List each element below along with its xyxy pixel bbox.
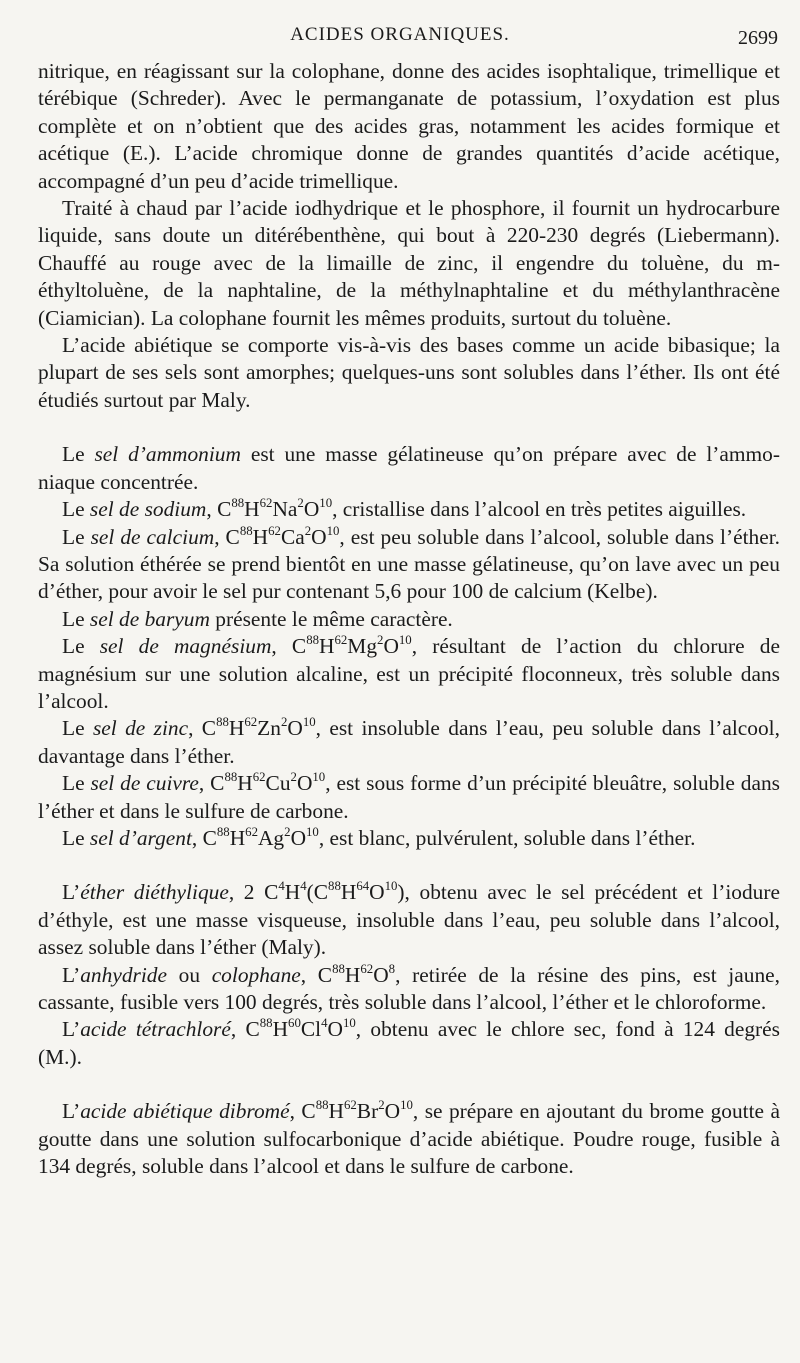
italic-term: sel d’ammonium	[94, 442, 241, 467]
formula-superscript: 88	[328, 879, 341, 894]
formula-superscript: 2	[280, 715, 288, 730]
formula-superscript: 8	[388, 961, 396, 976]
formula-superscript: 2	[284, 824, 291, 839]
text-run: H	[272, 1017, 289, 1042]
text-run: L’	[62, 1017, 81, 1042]
text-run: Na	[272, 497, 298, 522]
text-run: Le	[62, 634, 100, 659]
text-run: , est sous forme d’un précipité bleuâtre, soluble dans l’éther et dans le sulfure de carbone.	[38, 771, 780, 823]
italic-term: colophane	[211, 962, 301, 987]
paragraph-p3	[38, 332, 780, 414]
text-run: O	[296, 771, 313, 796]
text-run: (C	[306, 880, 329, 905]
italic-term: sel de cuivre	[90, 771, 199, 796]
text-run: H	[319, 634, 335, 659]
body-text	[38, 58, 780, 1180]
formula-superscript: 4	[321, 1016, 328, 1031]
text-run: H	[252, 524, 269, 549]
paragraph-p10	[38, 770, 780, 825]
paragraph-p12	[38, 879, 780, 961]
text-run: Le	[62, 497, 90, 522]
text-run: O	[303, 497, 320, 522]
formula-superscript: 2	[290, 770, 297, 785]
text-run: , C	[271, 634, 307, 659]
formula-superscript: 88	[216, 715, 229, 730]
formula-superscript: 88	[239, 523, 253, 538]
text-run: , C	[300, 962, 333, 987]
text-run: L’acide abiétique se comporte vis-à-vis des bases comme un acide bibasique; la plupart de ses sels sont amorphes; quelques-uns sont solubles dans l’éther. Ils ont été étudiés surtout par Maly.	[38, 333, 780, 412]
text-run: H	[328, 1099, 344, 1124]
text-run: Le	[62, 606, 90, 631]
text-run: , se prépare en ajoutant du brome goutte à goutte dans une solution sulfocarbonique d’acide abiétique. Poudre rouge, fusible à 134 degrés, soluble dans l’alcool et dans le sulfure de carbone.	[38, 1099, 780, 1179]
text-run: , C	[206, 497, 232, 522]
text-run: H	[344, 962, 361, 987]
text-run: , est blanc, pulvérulent, soluble dans l’éther.	[318, 825, 696, 850]
text-run: , C	[191, 825, 217, 850]
formula-superscript: 88	[259, 1016, 273, 1031]
text-run: O	[327, 1017, 343, 1042]
formula-superscript: 10	[306, 824, 319, 839]
text-run: L’	[62, 880, 81, 905]
formula-superscript: 62	[334, 633, 348, 648]
text-run: L’	[62, 1099, 81, 1124]
running-title: ACIDES ORGANIQUES.	[290, 24, 510, 45]
text-run: Ca	[280, 524, 305, 549]
text-run: Le	[62, 442, 95, 467]
text-run: Traité à chaud par l’acide iodhydrique et le phosphore, il fournit un hydrocarbure liquide, sans doute un ditérébenthène, qui bout à 220-230 degrés (Liebermann). Chauffé au rouge avec de la limaille de zinc, il engendre du toluène, du m-éthyltoluène, de la naphtaline, de la méthylnaphtaline et du méthylanthracène (Ciamician). La colophane fournit les mêmes produits, surtout du toluène.	[38, 196, 780, 330]
text-run: O	[287, 716, 303, 741]
text-run: , est peu soluble dans l’alcool, soluble dans l’éther. Sa solution éthérée se prend bientôt en une masse gélatineuse, qu’on lave avec un peu d’éther, pour avoir le sel pur contenant 5,6 pour 100 de calcium (Kelbe).	[38, 524, 780, 604]
formula-superscript: 10	[342, 1016, 356, 1031]
paragraph-p5	[38, 496, 780, 523]
formula-superscript: 10	[312, 770, 326, 785]
paragraph-p9	[38, 715, 780, 770]
text-run: , est insoluble dans l’eau, peu soluble dans l’alcool, davantage dans l’éther.	[38, 716, 780, 768]
paragraph-p11	[38, 825, 780, 852]
italic-term: sel de baryum	[89, 606, 210, 631]
text-run: H	[229, 825, 246, 850]
text-run: H	[244, 497, 260, 522]
text-run: , C	[188, 716, 217, 741]
text-run: O	[373, 962, 389, 987]
paragraph-p13	[38, 962, 780, 1017]
formula-superscript: 4	[300, 879, 307, 894]
text-run: présente le même caractère.	[209, 606, 453, 631]
text-run: , cristallise dans l’alcool en très petites aiguilles.	[332, 497, 747, 522]
paragraph-p8	[38, 633, 780, 715]
formula-superscript: 88	[231, 496, 245, 511]
text-run: , C	[289, 1099, 316, 1124]
text-run: ou	[166, 962, 212, 987]
formula-superscript: 88	[306, 633, 320, 648]
text-run: Cu	[265, 771, 291, 796]
paragraph-p7	[38, 606, 780, 633]
italic-term: sel de calcium	[90, 524, 215, 549]
formula-superscript: 88	[224, 770, 238, 785]
text-run: , résultant de l’action du chlorure de magnésium sur une solution alcaline, est un précipité floconneux, très soluble dans l’alcool.	[38, 634, 780, 713]
italic-term: acide abiétique dibromé	[80, 1099, 290, 1124]
paragraph-p6	[38, 524, 780, 606]
text-run: , retirée de la résine des pins, est jaune, cassante, fusible vers 100 degrés, très soluble dans l’alcool, l’éther et le chloroforme.	[38, 962, 780, 1014]
text-run: est une masse gélatineuse qu’on prépare avec de l’ammoniaque concentrée.	[38, 442, 780, 494]
paragraph-p15	[38, 1098, 780, 1180]
formula-superscript: 62	[259, 496, 273, 511]
italic-term: sel d’argent	[89, 825, 192, 850]
text-run: Cl	[300, 1017, 322, 1042]
formula-superscript: 10	[398, 633, 412, 648]
formula-superscript: 60	[288, 1016, 301, 1031]
text-run: H	[228, 716, 245, 741]
italic-term: acide tétrachloré	[80, 1017, 231, 1042]
text-run: Br	[356, 1099, 379, 1124]
formula-superscript: 4	[278, 879, 285, 894]
text-run: O	[383, 634, 399, 659]
text-run: Mg	[347, 634, 378, 659]
formula-superscript: 10	[400, 1098, 413, 1113]
formula-superscript: 62	[360, 961, 374, 976]
text-run: , C	[230, 1017, 260, 1042]
formula-superscript: 62	[245, 824, 258, 839]
formula-superscript: 10	[326, 523, 340, 538]
formula-superscript: 10	[319, 496, 333, 511]
formula-superscript: 2	[377, 633, 384, 648]
text-run: ), obtenu avec le sel précédent et l’iodure d’éthyle, est une masse visqueuse, insoluble dans l’eau, peu soluble dans l’alcool, assez soluble dans l’éther (Maly).	[38, 880, 780, 960]
paragraph-p14	[38, 1016, 780, 1071]
text-run: Le	[62, 825, 90, 850]
formula-superscript: 62	[268, 523, 281, 538]
running-head	[0, 24, 800, 54]
text-run: O	[369, 880, 385, 905]
text-run: nitrique, en réagissant sur la colophane, donne des acides isophtalique, trimellique et térébique (Schreder). Avec le permanganate de potassium, l’oxydation est plus complète et on n’obtient que des acides gras, notamment les acides formique et acétique (E.). L’acide chromique donne de grandes quantités d’acide acétique, accompagné d’un peu d’acide trimellique.	[38, 59, 780, 193]
formula-superscript: 62	[244, 715, 258, 730]
text-run: Le	[62, 524, 91, 549]
paragraph-p2	[38, 195, 780, 332]
text-run: Le	[62, 771, 91, 796]
text-run: O	[384, 1099, 401, 1124]
text-run: , 2 C	[228, 880, 279, 905]
italic-term: éther diéthylique	[80, 880, 229, 905]
formula-superscript: 88	[216, 824, 230, 839]
text-run: Ag	[257, 825, 285, 850]
formula-superscript: 2	[304, 523, 312, 538]
text-run: H	[237, 771, 253, 796]
text-run: O	[311, 524, 327, 549]
text-run: H	[340, 880, 357, 905]
text-run: , C	[198, 771, 225, 796]
text-run: Zn	[257, 716, 281, 741]
formula-superscript: 88	[315, 1098, 329, 1113]
formula-superscript: 88	[332, 961, 345, 976]
paragraph-p1	[38, 58, 780, 195]
text-run: , C	[214, 524, 240, 549]
text-run: O	[290, 825, 307, 850]
paragraph-p4	[38, 441, 780, 496]
formula-superscript: 2	[378, 1098, 385, 1113]
italic-term: sel de zinc	[92, 716, 189, 741]
text-run: , obtenu avec le chlore sec, fond à 124 degrés (M.).	[38, 1017, 780, 1069]
text-run: L’	[62, 962, 81, 987]
formula-superscript: 62	[343, 1098, 357, 1113]
formula-superscript: 2	[297, 496, 304, 511]
italic-term: sel de sodium	[89, 497, 207, 522]
italic-term: sel de magnésium	[99, 634, 272, 659]
text-run: H	[284, 880, 301, 905]
formula-superscript: 62	[252, 770, 266, 785]
formula-superscript: 10	[384, 879, 398, 894]
page-number: 2699	[738, 27, 778, 49]
text-run: Le	[62, 716, 93, 741]
italic-term: anhydride	[80, 962, 167, 987]
formula-superscript: 64	[356, 879, 370, 894]
formula-superscript: 10	[302, 715, 316, 730]
